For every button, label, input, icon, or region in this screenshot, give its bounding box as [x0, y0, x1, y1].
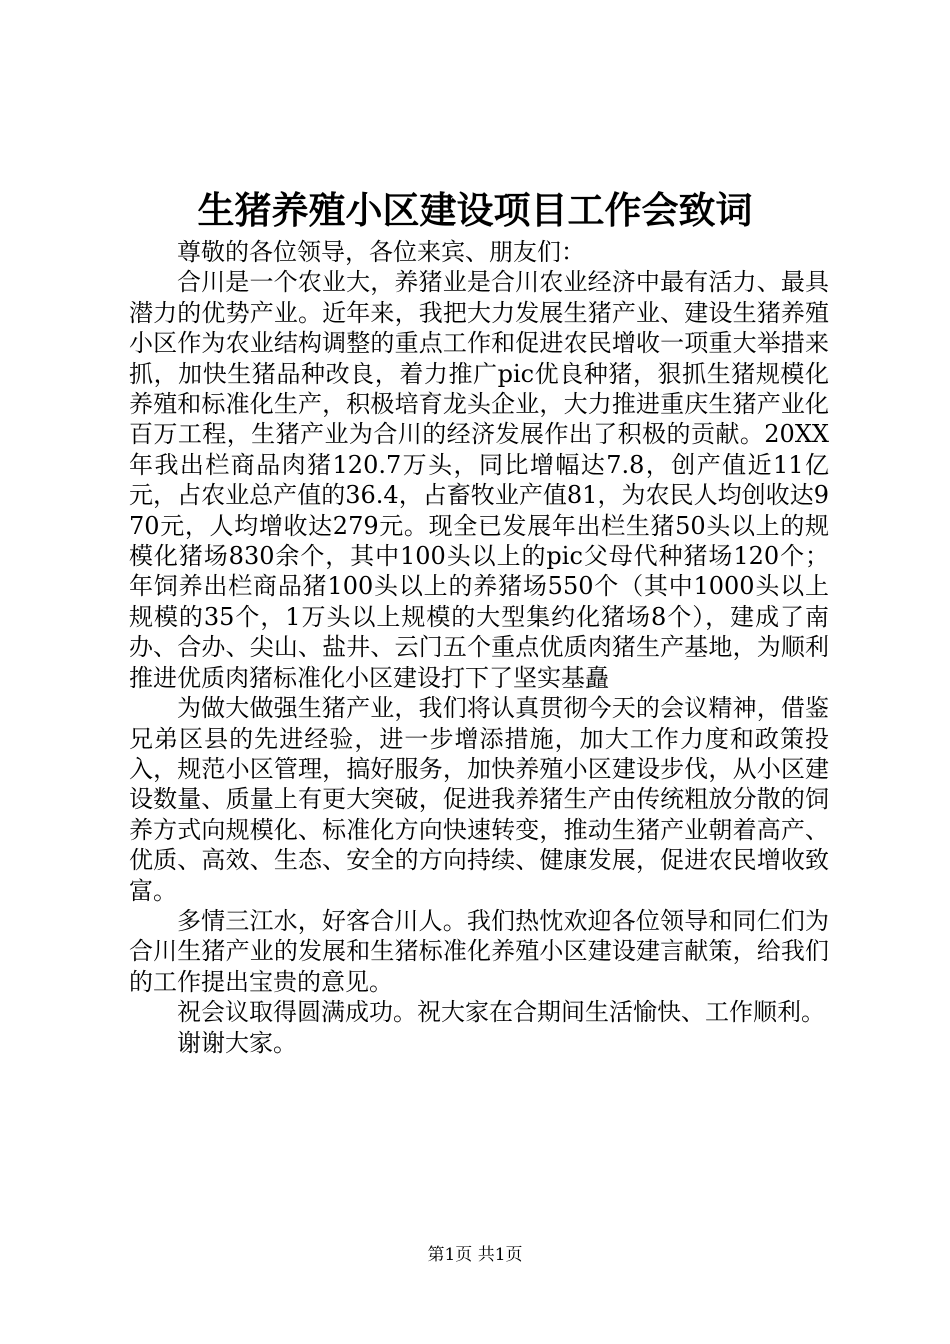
closing-paragraph: 谢谢大家。 — [177, 1028, 297, 1057]
body-paragraph-wishes: 祝会议取得圆满成功。祝大家在合期间生活愉快、工作顺利。 — [177, 998, 825, 1027]
document-body — [129, 237, 829, 1058]
page-footer: 第1页 共1页 — [427, 1245, 523, 1265]
body-paragraph-plans: 为做大做强生猪产业，我们将认真贯彻今天的会议精神，借鉴兄弟区县的先进经验，进一步增添措施，加大工作力度和政策投入，规范小区管理，搞好服务，加快养殖小区建设步伐，从小区建设数量、质量上有更大突破，促进我养猪生产由传统粗放分散的饲养方式向规模化、标准化方向快速转变，推动生猪产业朝着高产、优质、高效、生态、安全的方向持续、健康发展，促进农民增收致富。 — [129, 694, 829, 905]
body-paragraph-industry-overview: 合川是一个农业大，养猪业是合川农业经济中最有活力、最具潜力的优势产业。近年来，我把大力发展生猪产业、建设生猪养殖小区作为农业结构调整的重点工作和促进农民增收一项重大举措来抓，加快生猪品种改良，着力推广pic优良种猪，狠抓生猪规模化养殖和标准化生产，积极培育龙头企业，大力推进重庆生猪产业化百万工程，生猪产业为合川的经济发展作出了积极的贡献。20XX年我出栏商品肉猪120.7万头，同比增幅达7.8，创产值近11亿元，占农业总产值的36.4，占畜牧业产值81，为农民人均创收达970元，人均增收达279元。现全已发展年出栏生猪50头以上的规模化猪场830余个，其中100头以上的pic父母代种猪场120个；年饲养出栏商品猪100头以上的养猪场550个（其中1000头以上规模的35个，1万头以上规模的大型集约化猪场8个），建成了南办、合办、尖山、盐井、云门五个重点优质肉猪生产基地，为顺利推进优质肉猪标准化小区建设打下了坚实基矗 — [129, 268, 829, 692]
salutation-paragraph: 尊敬的各位领导，各位来宾、朋友们： — [177, 238, 585, 266]
body-paragraph-welcome: 多情三江水，好客合川人。我们热忱欢迎各位领导和同仁们为合川生猪产业的发展和生猪标准化养殖小区建设建言献策，给我们的工作提出宝贵的意见。 — [129, 906, 829, 996]
document-title: 生猪养殖小区建设项目工作会致词 — [197, 188, 753, 232]
